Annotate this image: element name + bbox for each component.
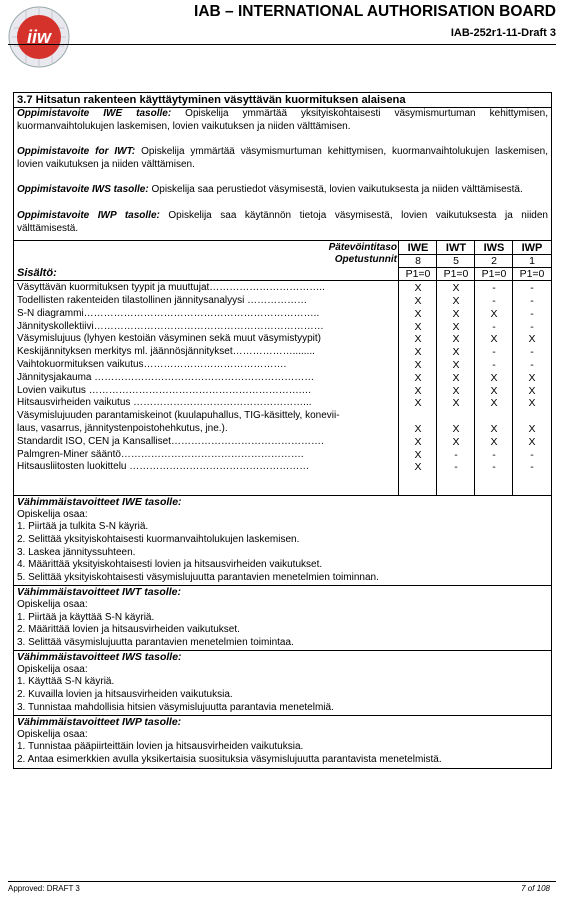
minimum-intro: Opiskelija osaa: — [17, 728, 88, 740]
level-mark: X — [414, 371, 422, 384]
level-mark: X — [452, 422, 460, 435]
minimum-intro: Opiskelija osaa: — [17, 598, 88, 610]
content-topic: Väsyttävän kuormituksen tyypit ja muuttujat…………………………….. — [17, 282, 325, 294]
level-mark: X — [414, 333, 422, 346]
level-mark: X — [490, 384, 498, 397]
table-row — [14, 372, 551, 385]
col-header-iws: IWS — [483, 242, 505, 255]
table-row — [14, 308, 551, 321]
minimum-item: 2. Selittää yksityiskohtaisesti kuormanvaihtolukujen laskemisen. — [17, 533, 300, 545]
level-mark: - — [492, 282, 496, 295]
content-topic: Keskijännityksen merkitys ml. jäännösjännitykset………………........ — [17, 346, 315, 358]
content-topic: Väsymislujuus (lyhyen kestoiän väsyminen sekä muut väsymistyypit) — [17, 333, 321, 345]
hours-iws: 2 — [491, 255, 497, 268]
level-mark: X — [452, 358, 460, 371]
level-mark: X — [414, 307, 422, 320]
level-mark: - — [454, 448, 458, 461]
table-row — [14, 410, 551, 423]
content-topic: Todellisten rakenteiden tilastollinen jännitysanalyysi ……………… — [17, 294, 308, 306]
table-row — [14, 295, 551, 308]
level-mark: X — [452, 320, 460, 333]
table-row — [14, 282, 551, 295]
footer-page-number: 7 of 108 — [521, 884, 550, 893]
level-mark: - — [530, 448, 534, 461]
minimum-title: Vähimmäistavoitteet IWE tasolle: — [17, 496, 182, 509]
table-row — [14, 321, 551, 334]
level-mark: X — [414, 422, 422, 435]
competence-table — [14, 241, 551, 496]
col-header-iwe: IWE — [407, 242, 429, 255]
level-mark: X — [414, 346, 422, 359]
table-row — [14, 436, 551, 449]
level-mark: X — [414, 435, 422, 448]
p1-iws: P1=0 — [481, 268, 507, 281]
footer-divider — [8, 881, 556, 882]
level-mark: X — [414, 358, 422, 371]
minimum-block — [14, 651, 551, 716]
header-rule — [399, 267, 551, 268]
level-mark: - — [492, 346, 496, 359]
level-mark: X — [414, 294, 422, 307]
content-topic: Jännityskollektiivi…………………………………………………………… — [17, 320, 324, 332]
minimum-intro: Opiskelija osaa: — [17, 508, 88, 520]
minimum-block — [14, 586, 551, 651]
content-topic: Standardit ISO, CEN ja Kansalliset………………………………………. — [17, 435, 324, 447]
header-rule — [14, 280, 551, 281]
level-mark: - — [492, 461, 496, 474]
level-mark: X — [452, 384, 460, 397]
col-header-iwp: IWP — [521, 242, 543, 255]
logo-text: iiw — [26, 27, 52, 47]
minimum-item: 2. Määrittää lovien ja hitsausvirheiden vaikutukset. — [17, 624, 240, 636]
iiw-logo — [8, 6, 70, 68]
objective-label: Oppimistavoite for IWT: — [17, 146, 136, 158]
objective-text: Opiskelija ymmärtää väsymismurtuman kehittymisen, kuormanvaihtolukujen laskemisen, lovien vaikutuksen ja niiden välttämisen. — [17, 146, 548, 170]
header-rule — [399, 254, 551, 255]
content-label: Sisältö: — [17, 267, 57, 280]
level-mark: X — [414, 282, 422, 295]
objective-text: Opiskelija saa käytännön tietoja väsymisestä, lovien vaikutuksesta ja niiden välttämisestä. — [17, 209, 548, 234]
level-mark: X — [490, 435, 498, 448]
level-mark: X — [528, 397, 536, 410]
level-mark: X — [452, 282, 460, 295]
objective-iwt — [17, 146, 548, 171]
level-mark: X — [414, 461, 422, 474]
level-mark: - — [530, 294, 534, 307]
objective-label: Oppimistavoite IWE tasolle: — [17, 108, 172, 119]
content-topic: Jännitysjakauma ………………………………………………………… — [17, 371, 315, 383]
header-title: IAB – INTERNATIONAL AUTHORISATION BOARD — [194, 3, 556, 20]
level-mark: - — [530, 282, 534, 295]
level-mark: - — [530, 358, 534, 371]
content-topic: Väsymislujuuden parantamiskeinot (kuulapuhallus, TIG-käsittely, konevii- — [17, 410, 340, 422]
level-label: Pätevöintitaso — [328, 242, 397, 254]
table-row — [14, 461, 551, 474]
objectives-block — [14, 93, 551, 241]
minimum-item: 1. Käyttää S-N käyriä. — [17, 676, 115, 688]
objective-label: Oppimistavoite IWS tasolle: — [17, 184, 149, 196]
footer-approval: Approved: DRAFT 3 — [8, 884, 80, 893]
level-mark: - — [530, 461, 534, 474]
objective-iws — [17, 184, 548, 197]
document-id: IAB-252r1-11-Draft 3 — [450, 27, 556, 39]
objective-label: Oppimistavoite IWP tasolle: — [17, 209, 160, 221]
col-header-iwt: IWT — [445, 242, 467, 255]
objective-iwp — [17, 210, 548, 235]
minimum-item: 1. Tunnistaa pääpiirteittäin lovien ja hitsausvirheiden vaikutuksia. — [17, 741, 304, 753]
level-mark: - — [454, 461, 458, 474]
hours-iwt: 5 — [453, 255, 459, 268]
minimum-item: 4. Määrittää yksityiskohtaisesti lovien ja hitsausvirheiden vaikutukset. — [17, 559, 323, 571]
minimum-title: Vähimmäistavoitteet IWS tasolle: — [17, 651, 182, 664]
table-row — [14, 346, 551, 359]
level-mark: X — [452, 397, 460, 410]
level-mark: X — [490, 307, 498, 320]
p1-iwe: P1=0 — [405, 268, 431, 281]
minimum-item: 1. Piirtää ja tulkita S-N käyriä. — [17, 521, 149, 533]
level-mark: X — [528, 422, 536, 435]
table-row — [14, 385, 551, 398]
content-topic: S-N diagrammi…………………………………………………………….. — [17, 307, 320, 319]
minimum-item: 1. Piirtää ja käyttää S-N käyriä. — [17, 611, 155, 623]
minimum-item: 3. Laskea jännityssuhteen. — [17, 546, 136, 558]
minimum-block — [14, 496, 551, 586]
level-mark: X — [452, 371, 460, 384]
level-mark: X — [490, 397, 498, 410]
hours-iwe: 8 — [415, 255, 421, 268]
level-mark: - — [530, 307, 534, 320]
level-mark: X — [452, 346, 460, 359]
level-mark: X — [452, 435, 460, 448]
minimum-item: 3. Selittää väsymislujuutta parantavien menetelmien toimintaa. — [17, 636, 294, 648]
level-mark: X — [452, 294, 460, 307]
minimum-block — [14, 716, 551, 767]
header-divider — [8, 44, 556, 45]
content-topic: laus, vasarrus, jännitystenpoistohehkutus, jne.). — [17, 422, 228, 434]
table-row — [14, 333, 551, 346]
p1-iwp: P1=0 — [519, 268, 545, 281]
content-topic: Hitsausliitosten luokittelu ……………………………………………… — [17, 461, 310, 473]
objective-text: Opiskelija ymmärtää yksityiskohtaisesti väsymismurtuman kehittymisen, kuormanvaihtolukujen laskemisen, lovien vaikutuksen ja niiden välttämisen. — [17, 108, 548, 132]
table-row — [14, 449, 551, 462]
level-mark: X — [414, 384, 422, 397]
level-mark: - — [530, 346, 534, 359]
level-mark: X — [490, 333, 498, 346]
minimum-item: 2. Kuvailla lovien ja hitsausvirheiden vaikutuksia. — [17, 689, 233, 701]
minimum-intro: Opiskelija osaa: — [17, 663, 88, 675]
level-mark: X — [528, 333, 536, 346]
level-mark: - — [530, 320, 534, 333]
level-mark: X — [414, 448, 422, 461]
minimum-title: Vähimmäistavoitteet IWT tasolle: — [17, 586, 181, 599]
minimum-title: Vähimmäistavoitteet IWP tasolle: — [17, 716, 182, 729]
level-mark: X — [452, 307, 460, 320]
level-mark: X — [414, 320, 422, 333]
level-mark: X — [528, 371, 536, 384]
minimum-requirements — [14, 496, 551, 767]
level-mark: - — [492, 358, 496, 371]
content-topic: Hitsausvirheiden vaikutus ……………………………………………... — [17, 397, 312, 409]
minimum-item: 5. Selittää yksityiskohtaisesti väsymislujuutta parantavien menetelmien toiminnan. — [17, 571, 379, 583]
hours-iwp: 1 — [529, 255, 535, 268]
p1-iwt: P1=0 — [443, 268, 469, 281]
minimum-item: 3. Tunnistaa mahdollisia hitsien väsymislujuutta parantavia menetelmiä. — [17, 701, 334, 713]
level-mark: X — [414, 397, 422, 410]
objective-text: Opiskelija saa perustiedot väsymisestä, lovien vaikutuksesta ja niiden välttämisestä. — [148, 184, 523, 196]
level-mark: X — [528, 384, 536, 397]
level-mark: X — [528, 435, 536, 448]
table-row — [14, 423, 551, 436]
level-mark: - — [492, 294, 496, 307]
section-frame — [13, 92, 552, 769]
hours-label: Opetustunnit — [334, 254, 397, 266]
objective-iwe — [17, 108, 548, 133]
level-mark: - — [492, 320, 496, 333]
table-row — [14, 397, 551, 410]
content-topic: Lovien vaikutus ……………………………………………………….… — [17, 384, 312, 396]
level-mark: X — [490, 371, 498, 384]
section-title: 3.7 Hitsatun rakenteen käyttäytyminen väsyttävän kuormituksen alaisena — [14, 93, 551, 108]
level-mark: - — [492, 448, 496, 461]
level-mark: X — [452, 333, 460, 346]
minimum-item: 2. Antaa esimerkkien avulla yksikertaisia suosituksia väsymislujuutta parantavista menetelmistä. — [17, 754, 442, 766]
content-topic: Palmgren-Miner sääntö………………………………………………. — [17, 448, 304, 460]
content-topic: Vaihtokuormituksen vaikutus……………………………………. — [17, 358, 287, 370]
table-row — [14, 359, 551, 372]
level-mark: X — [490, 422, 498, 435]
